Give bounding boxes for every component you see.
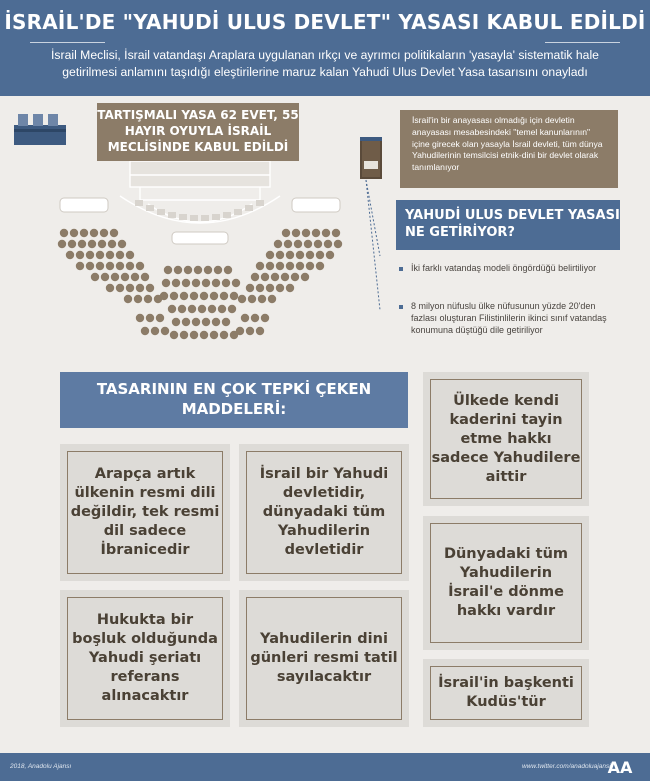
law-book-icon (358, 135, 384, 181)
podium-seats (135, 200, 264, 221)
article-card (239, 590, 409, 727)
article-card (239, 444, 409, 581)
ballot-boxes-icon (14, 114, 66, 145)
title-rule-left (30, 42, 105, 43)
question-line-1: YAHUDİ ULUS DEVLET YASASI (405, 208, 620, 223)
podium-icon (120, 161, 280, 223)
section-title: TASARININ EN ÇOK TEPKİ ÇEKEN MADDELERİ: (60, 372, 408, 428)
seats-center (160, 266, 240, 339)
tables (60, 198, 340, 244)
card-text: Hukukta bir boşluk olduğunda Yahudi şeriatı referans alınacaktır (72, 612, 218, 704)
header-banner (0, 0, 650, 96)
title-rule-right (545, 42, 620, 43)
question-heading (396, 200, 620, 250)
anadolu-agency-logo (601, 756, 639, 778)
card-text: Arapça artık ülkenin resmi dili değildir, tek resmi dil sadece İbranicedir (70, 466, 220, 558)
bullet-item: İki farklı vatandaş modeli öngördüğü belirtiliyor (411, 263, 597, 273)
bullet-square-icon (399, 267, 403, 271)
logo-text: AA (607, 758, 633, 777)
constitution-note-box: İsrail'in bir anayasası olmadığı için devletin anayasası mesabesindeki "temel kanunlarının" içine girecek olan yasayla İsrail devleti, tüm dünya Yahudilerinin temsilcisi etnik-dini bir devlet olarak tanımlanıyor (400, 110, 618, 188)
footer (0, 753, 650, 781)
article-card (423, 372, 589, 506)
card-text: Ülkede kendi kaderini tayin etme hakkı sadece Yahudilere aittir (431, 392, 581, 485)
question-line-2: NE GETİRİYOR? (405, 225, 515, 240)
vote-result-box: TARTIŞMALI YASA 62 EVET, 55 HAYIR OYUYLA İSRAİL MECLİSİNDE KABUL EDİLDİ (97, 103, 299, 161)
seats-left (58, 229, 162, 303)
page-title: İSRAİL'DE "YAHUDİ ULUS DEVLET" YASASI KABUL EDİLDİ (4, 10, 646, 34)
article-card (60, 590, 230, 727)
card-text: Dünyadaki tüm Yahudilerin İsrail'e dönme hakkı vardır (443, 546, 569, 619)
twitter-link[interactable]: www.twitter.com/anadoluajansi (522, 763, 611, 770)
bullet-item: 8 milyon nüfuslu ülke nüfusunun yüzde 20'den fazlası oluşturan Filistinlilerin ikinci sınıf vatandaş konumuna düştüğü dile getiriliyor (411, 301, 607, 335)
bullet-square-icon (399, 305, 403, 309)
article-card (423, 516, 589, 650)
card-text: Yahudilerin dini günleri resmi tatil sayılacaktır (250, 631, 398, 685)
connector-lines (366, 180, 380, 310)
page-subtitle: İsrail Meclisi, İsrail vatandaşı Araplara uygulanan ırkçı ve ayrımcı politikaların 'yasayla' sistematik hale getirilmesi anlamını taşıdığı eleştirilerine maruz kalan Yahudi Ulus Devlet Yasa tasarısını onayladı (51, 48, 599, 79)
card-text: İsrail'in başkenti Kudüs'tür (438, 675, 574, 710)
card-text: İsrail bir Yahudi devletidir, dünyadaki tüm Yahudilerin devletidir (259, 466, 389, 558)
copyright-text: 2018, Anadolu Ajansı (10, 763, 72, 770)
seats-right (238, 229, 342, 303)
article-card (60, 444, 230, 581)
article-card (423, 659, 589, 727)
